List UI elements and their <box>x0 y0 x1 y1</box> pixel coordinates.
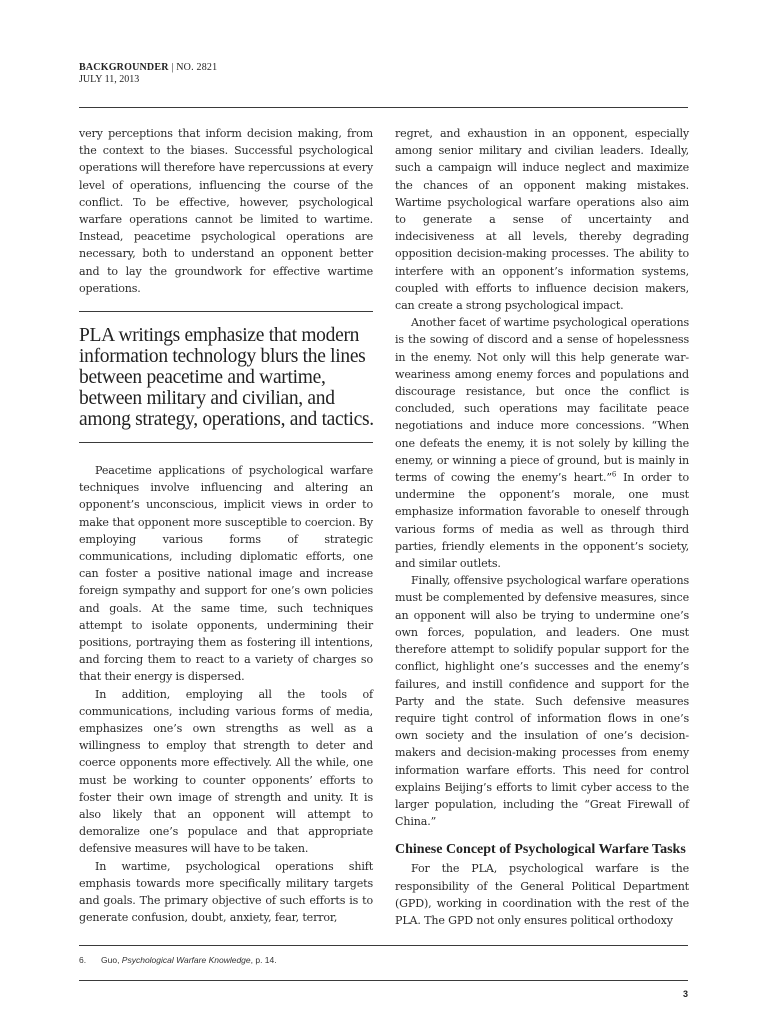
paragraph-peacetime: Peacetime applications of psychological warfare techniques involve influencing and altering an opponent’s unconscious, implicit views in order to make that opponent more susceptible to coercion. By employing various forms of strategic communications, including diplomatic efforts, one can foster a positive national image and increase foreign sympathy and support for one’s own policies and goals. At the same time, such techniques attempt to isolate opponents, undermining their positions, portraying them as fostering ill intentions, and forcing them to react to a variety of charges so that their energy is dispersed. <box>79 464 373 684</box>
paragraph-addition: In addition, employing all the tools of communications, including various forms of media, emphasizes one’s own strengths as well as a willingness to employ that strength to deter and coerce opponents more effectively. All the while, one must be working to counter opponents’ efforts to foster their own image of strength and unity. It is also likely that an opponent will attempt to demoralize one’s populace and that appropriate defensive measures will have to be taken. <box>79 687 373 856</box>
pull-quote-bottom-rule <box>79 442 373 443</box>
paragraph-pla: For the PLA, psychological warfare is the responsibility of the General Political Department (GPD), working in coordination with the rest of the PLA. The GPD not only ensures political orthodoxy <box>395 862 689 927</box>
paragraph-regret: regret, and exhaustion in an opponent, especially among senior military and civilian leaders. Ideally, such a campaign will induce neglect and maximize the chances of an opponent making mistakes. Wartime psychological warfare operations also aim to generate a sense of uncertainty and indecisiveness at all levels, thereby degrading opposition decision-making processes. The ability to interfere with an opponent’s information systems, coupled with efforts to influence decision makers, can create a strong psychological impact. <box>395 127 689 313</box>
left-column-lower <box>79 462 373 926</box>
paragraph-another-facet-b: In order to undermine the opponent’s morale, one must emphasize information favorable to oneself through various forms of media as well as through third parties, friendly elements in the opponent’s society, and similar outlets. <box>395 471 690 571</box>
header-separator: | <box>168 62 177 73</box>
footnote-author: Guo, <box>101 955 122 965</box>
paragraph-finally: Finally, offensive psychological warfare operations must be complemented by defensive measures, since an opponent will also be trying to undermine one’s own forces, population, and leaders. One must therefore attempt to solidify popular support for the conflict, highlight one’s successes and the enemy’s failures, and instill confidence and support for the Party and the state. Such defensive measures require tight control of information flows in one’s own society and the insulation of one’s decision-makers and decision-making processes from enemy information warfare efforts. This need for control explains Beijing’s efforts to limit cyber access to the larger population, including the “Great Firewall of China.” <box>395 574 689 829</box>
paragraph-wartime: In wartime, psychological operations shift emphasis towards more specifically military targets and goals. The primary objective of such efforts is to generate confusion, doubt, anxiety, fear, terror, <box>79 859 373 925</box>
footnote-title: Psychological Warfare Knowledge <box>121 955 251 965</box>
subhead-spacer <box>395 830 689 842</box>
header-series-line <box>79 62 217 73</box>
running-header <box>79 62 217 85</box>
pull-quote-text: PLA writings emphasize that modern information technology blurs the lines between peacetime and wartime, between military and civilian, and among strategy, operations, and tactics. <box>79 325 374 430</box>
left-column <box>79 125 373 297</box>
header-number: NO. 2821 <box>176 62 218 73</box>
right-column <box>395 125 689 929</box>
section-subhead: Chinese Concept of Psychological Warfare Tasks <box>395 842 686 858</box>
footnote <box>79 955 277 965</box>
footer-rule <box>79 980 688 981</box>
paragraph-another-facet-a: Another facet of wartime psychological operations is the sowing of discord and a sense of hopelessness in the enemy. Not only will this help generate war-weariness among enemy forces and populations and discourage resistance, but once the conflict is concluded, such operations may facilitate peace negotiations and induce more concessions. “When one defeats the enemy, it is not solely by killing the enemy, or winning a piece of ground, but is mainly in terms of cowing the enemy’s heart.” <box>395 316 689 485</box>
page-number: 3 <box>682 989 688 999</box>
header-series: BACKGROUNDER <box>79 62 169 73</box>
footnote-page: , p. 14. <box>250 955 277 965</box>
footnote-number: 6. <box>79 955 87 965</box>
header-date: JULY 11, 2013 <box>79 74 140 85</box>
footnote-ref-6[interactable]: 6 <box>611 470 617 479</box>
header-rule <box>79 107 688 108</box>
footnote-rule <box>79 945 688 946</box>
pull-quote-top-rule <box>79 311 373 312</box>
paragraph-continued: very perceptions that inform decision making, from the context to the biases. Successful psychological operations will therefore have repercussions at every level of operations, influencing the course of the conflict. To be effective, however, psychological warfare operations cannot be limited to wartime. Instead, peacetime psychological operations are necessary, both to understand an opponent better and to lay the groundwork for effective wartime operations. <box>79 127 373 295</box>
paragraph-another-facet <box>395 314 689 572</box>
pull-quote <box>79 325 379 430</box>
